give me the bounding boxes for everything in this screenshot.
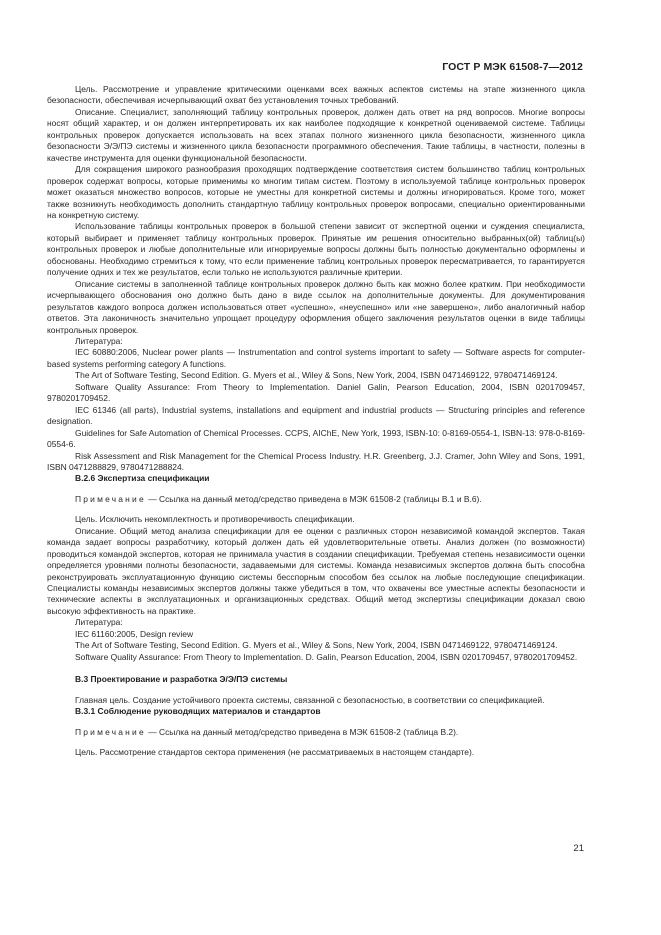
reference-item: Guidelines for Safe Automation of Chemical Processes. CCPS, AIChE, New York, 1993, ISBN-10: 0-8169-0554-1, ISBN-13: 978-0-8169-0554-6. <box>47 427 585 450</box>
reference-item: IEC 61346 (all parts), Industrial systems, installations and equipment and industrial products — Structuring principles and reference designation. <box>47 404 585 427</box>
literature-label: Литература: <box>75 617 123 628</box>
reference-item: The Art of Software Testing, Second Edition. G. Myers et al., Wiley & Sons, New York, 2004, ISBN 0471469122, 9780471469124. <box>75 640 558 651</box>
note <box>47 494 585 505</box>
literature-label: Литература: <box>75 335 123 346</box>
note-label: Примечание <box>75 493 146 504</box>
reference-item: Software Quality Assurance: From Theory to Implementation. D. Galin, Pearson Education, 2004, ISBN 0201709457, 9780201709452. <box>75 651 578 662</box>
reference-item: The Art of Software Testing, Second Edition. G. Myers et al., Wiley & Sons, New York, 2004, ISBN 0471469122, 9780471469124. <box>75 370 558 381</box>
paragraph: Цель. Рассмотрение и управление критическими оценками всех важных аспектов системы на этапе жизненного цикла безопасности, обеспечивая исчерпывающий охват без установления точных требований. <box>47 84 585 106</box>
page-number: 21 <box>573 843 584 854</box>
paragraph: Использование таблицы контрольных проверок в большой степени зависит от экспертной оценки и суждения специалиста, который выбирает и применяет таблицу контрольных проверок. Принятые им решения относительно выбранных(ой) таблиц(ы) контрольных проверок и любые дополнительные или игнорируемые вопросы должны быть полностью документально оформлены и обоснованы. Необходимо стремиться к тому, что если применение таблиц контрольных проверок пересматривается, то гарантируется получение одних и тех же результатов, если только не используются различные критерии. <box>47 221 585 278</box>
section-heading-b31: В.3.1 Соблюдение руководящих материалов и стандартов <box>75 706 321 717</box>
paragraph: Цель. Рассмотрение стандартов сектора применения (не рассматриваемых в настоящем стандарте). <box>75 747 475 758</box>
note-label: Примечание <box>75 726 146 737</box>
section-heading-b3: В.3 Проектирование и разработка Э/Э/ПЭ системы <box>75 674 288 685</box>
document-header: ГОСТ Р МЭК 61508-7—2012 <box>442 61 583 73</box>
reference-item: Software Quality Assurance: From Theory to Implementation. Daniel Galin, Pearson Education, 2004, ISBN 0201709457, 9780201709452. <box>47 381 585 404</box>
paragraph: Описание системы в заполненной таблице контрольных проверок должно быть как можно более кратким. При необходимости исчерпывающего обоснования оно должно быть дано в виде ссылок на дополнительные документы. Для документирования результатов каждого вопроса должен использоваться ответ «успешно», «неуспешно» или «не завершено», либо аналогичный набор ответов. Эта лаконичность значительно упрощает процедуру оформления общего заключения результатов оценки в виде таблицы контрольных проверок. <box>47 278 585 335</box>
note-text: — Ссылка на данный метод/средство приведена в МЭК 61508-2 (таблица В.2). <box>145 726 459 737</box>
paragraph: Главная цель. Создание устойчивого проекта системы, связанной с безопасностью, в соответствии со спецификацией. <box>75 694 545 705</box>
paragraph: Описание. Специалист, заполняющий таблицу контрольных проверок, должен дать ответ на ряд вопросов. Многие вопросы носят общий характер, и он должен интерпретировать их как наиболее подходящие к конкретной оцениваемой системе. Таблицы контрольных проверок допускается использовать на всех этапах полного жизненного цикла безопасности, жизненного цикла безопасности Э/Э/ПЭ системы и жизненного цикла безопасности программного обеспечения. Такие таблицы, в частности, полезны в качестве инструмента для оценки функциональной безопасности. <box>47 106 585 163</box>
reference-item: Risk Assessment and Risk Management for the Chemical Process Industry. H.R. Greenberg, J.J. Cramer, John Wiley and Sons, 1991, ISBN 0471288829, 9780471288824. <box>47 450 585 472</box>
paragraph: Описание. Общий метод анализа спецификации для ее оценки с различных сторон независимой командой экспертов. Такая команда задает вопросы разработчику, который должен дать ей удовлетворительные ответы. Анализ должен (по возможности) проводиться командой экспертов, которая не принимала участия в создании спецификации. Требуемая степень независимости оценки определяется уровнями полноты безопасности, задаваемыми для системы. Команда независимых экспертов должна быть способна реконструировать эксплуатационную функцию системы бесспорным способом без ссылок на любые последующие спецификации. Специалисты команды независимых экспертов должны также убедиться в том, что охвачены все уместные аспекты безопасности и технические аспекты в эксплуатационных и организационных средствах. Общий метод экспертизы спецификации доказал свою высокую эффективность на практике. <box>47 525 585 616</box>
page-body <box>47 84 585 758</box>
reference-item: IEC 61160:2005, Design review <box>75 628 194 639</box>
note <box>47 727 585 738</box>
reference-item: IEC 60880:2006, Nuclear power plants — Instrumentation and control systems important to safety — Software aspects for computer-based systems performing category A functions. <box>47 347 585 369</box>
section-heading-b26: В.2.6 Экспертиза спецификации <box>75 473 210 484</box>
note-text: — Ссылка на данный метод/средство приведена в МЭК 61508-2 (таблицы В.1 и В.6). <box>145 493 482 504</box>
paragraph: Для сокращения широкого разнообразия проходящих подтверждение соответствия систем большинство таблиц контрольных проверок содержат вопросы, которые применимы ко многим типам систем. Поэтому в используемой таблице контрольных проверок может оказаться множество вопросов, которые не уместны для конкретной системы и должны игнорироваться. Кроме того, может также возникнуть необходимость дополнить стандартную таблицу контрольных проверок вопросами, специально ориентированными на конкретную систему. <box>47 164 585 220</box>
paragraph: Цель. Исключить некомплектность и противоречивость спецификации. <box>75 514 355 525</box>
